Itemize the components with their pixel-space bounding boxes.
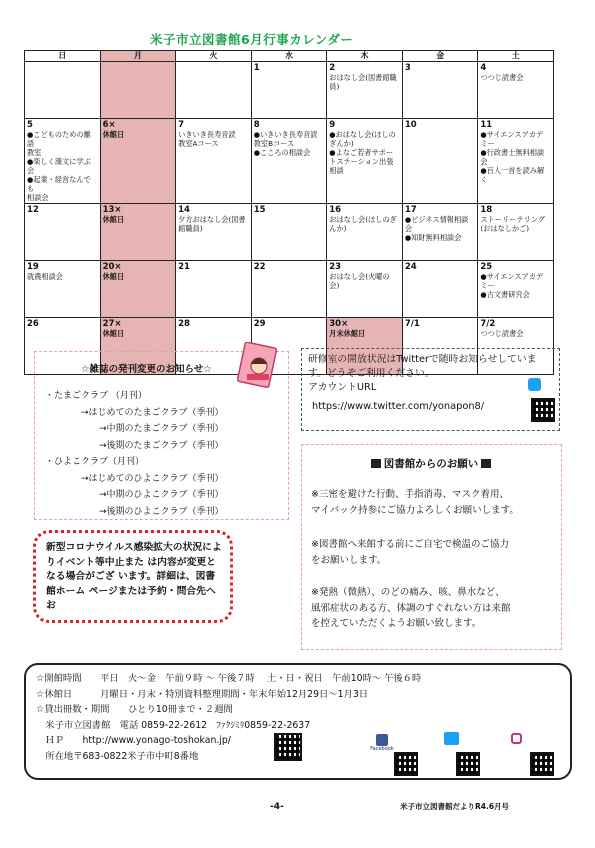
newsletter-issue: 米子市立図書館だよりR4.6月号 xyxy=(400,802,510,811)
calendar-day: 27× 休館日 xyxy=(100,318,176,375)
calendar-day xyxy=(100,62,176,119)
magazine-list xyxy=(45,388,224,520)
calendar-day: 3 xyxy=(402,62,478,119)
weekday-sat: 土 xyxy=(478,51,554,62)
list-item: →中期のひよこクラブ（季刊） xyxy=(45,490,224,500)
request-paragraph: ※発熱（微熱）、のどの痛み、咳、鼻水など、 風邪症状のある方、体調のすぐれない方は来館 を控えていただくようお願い致します。 xyxy=(311,587,511,629)
library-info-box xyxy=(24,663,572,780)
qr-code-icon xyxy=(274,733,302,761)
twitter-account-label: アカウントURL xyxy=(308,382,377,393)
calendar-day: 20× 休館日 xyxy=(100,261,176,318)
magazine-notice-heading: ☆雑誌の発刊変更のお知らせ☆ xyxy=(81,364,212,375)
calendar-day: 15 xyxy=(251,204,327,261)
calendar-day: 23 おはなし会(火曜の 会) xyxy=(327,261,403,318)
calendar-day: 12 xyxy=(25,204,101,261)
facebook-icon xyxy=(376,734,388,746)
calendar-day: 21 xyxy=(176,261,252,318)
calendar-day: 5 ●こどものための離語 教室 ●楽しく漢文に学ぶ会 ●起業・経営なんでも 相談会 xyxy=(25,119,101,204)
list-item: →後期のひよこクラブ（季刊） xyxy=(45,506,224,517)
weekday-sun: 日 xyxy=(25,51,101,62)
calendar-day: 2 おはなし会(図書館職 員) xyxy=(327,62,403,119)
library-request-box xyxy=(301,444,562,650)
weekday-header-row xyxy=(25,51,554,62)
magazine-illustration-icon xyxy=(237,342,279,388)
request-heading: 図書館からのお願い xyxy=(346,456,516,471)
calendar-week xyxy=(25,261,554,318)
calendar-day: 11 ●サイエンスアカデ ミー ●行政書士無料相談会 ●百人一首を読み解く xyxy=(478,119,554,204)
calendar-day: 6× 休館日 xyxy=(100,119,176,204)
list-item: →はじめてのたまごクラブ（季刊） xyxy=(45,407,224,418)
facebook-label: Facebook xyxy=(370,746,394,752)
calendar-day: 7 いきいき長寿音読 教室Aコース xyxy=(176,119,252,204)
weekday-wed: 水 xyxy=(251,51,327,62)
opening-hours: ☆開館時間 平日 火～金 午前９時 ～ 午後７時 土・日・祝日 午前10時～ 午後６時 xyxy=(36,673,422,684)
request-paragraph: ※図書館へ来館する前にご自宅で検温のご協力 をお願いします。 xyxy=(311,539,509,566)
calendar-day: 7/2 つつじ読書会 xyxy=(478,318,554,375)
flag-icon xyxy=(481,459,491,468)
calendar-day: 26 xyxy=(25,318,101,375)
calendar-week xyxy=(25,119,554,204)
contact-phone: 米子市立図書館 電話 0859-22-2612 ﾌｧｸｼﾐﾘ0859-22-2637 xyxy=(36,719,311,731)
request-paragraph: ※三密を避けた行動、手指消毒、マスク着用、 マイバック持参にご協力よろしくお願いします。 xyxy=(311,489,519,516)
calendar-day: 18 ストーリーテリング (おはなしかご) xyxy=(478,204,554,261)
calendar-day: 22 xyxy=(251,261,327,318)
instagram-icon xyxy=(511,733,522,744)
calendar-week xyxy=(25,204,554,261)
list-item: →はじめてのひよこクラブ（季刊） xyxy=(45,473,224,484)
twitter-icon xyxy=(528,378,541,391)
flag-icon xyxy=(371,459,381,468)
qr-code-icon xyxy=(394,752,418,776)
calendar-day: 4 つつじ読書会 xyxy=(478,62,554,119)
calendar-day: 14 夕方おはなし会(図書 館職員) xyxy=(176,204,252,261)
calendar-day: 1 xyxy=(251,62,327,119)
calendar-day: 13× 休館日 xyxy=(100,204,176,261)
calendar-day: 25 ●サイエンスアカデ ミー ●古文書研究会 xyxy=(478,261,554,318)
list-item: ・ひよこクラブ（月刊） xyxy=(45,457,145,467)
list-item: →後期のたまごクラブ（季刊） xyxy=(45,440,224,451)
calendar-day: 10 xyxy=(402,119,478,204)
address: 所在地〒683-0822米子市中町8番地 xyxy=(36,750,199,762)
calendar-title: 米子市立図書館6月行事カレンダー xyxy=(150,32,354,47)
homepage-link[interactable]: ＨＰ http://www.yonago-toshokan.jp/ xyxy=(36,735,231,747)
qr-code-icon xyxy=(456,752,480,776)
page-number: -4- xyxy=(270,802,284,812)
calendar-day: 19 就農相談会 xyxy=(25,261,101,318)
qr-code-icon xyxy=(531,398,555,422)
weekday-thu: 木 xyxy=(327,51,403,62)
twitter-url-link[interactable]: https://www.twitter.com/yonapon8/ xyxy=(312,401,485,412)
calendar-day: 17 ●ビジネス情報相談 会 ●知財無料相談会 xyxy=(402,204,478,261)
calendar-day: 7/1 xyxy=(402,318,478,375)
calendar-day: 28 xyxy=(176,318,252,375)
calendar-day xyxy=(176,62,252,119)
closed-days: ☆休館日 月曜日・月末・特別資料整理期間・年末年始12月29日～1月3日 xyxy=(36,688,369,700)
twitter-notice-text: 研修室の開放状況はTwitterで随時お知らせしています。どうぞご利用ください。 xyxy=(308,354,537,379)
calendar-week xyxy=(25,62,554,119)
weekday-tue: 火 xyxy=(176,51,252,62)
twitter-notice-box xyxy=(301,348,560,431)
qr-code-icon xyxy=(530,752,554,776)
calendar-day: 8 ●いきいき長寿音読 教室Bコース ●こころの相談会 xyxy=(251,119,327,204)
calendar-day: 9 ●おはなし会(ほしの ぎんか) ●よなご若者サポー トステーション出張 相談 xyxy=(327,119,403,204)
calendar-day: 16 おはなし会(ほしのぎ んか) xyxy=(327,204,403,261)
weekday-fri: 金 xyxy=(402,51,478,62)
twitter-icon xyxy=(444,732,459,745)
corona-notice: 新型コロナウイルス感染拡大の状況によりイベント等中止また は内容が変更となる場合がござ います。詳細は、図書館ホーム ページまたは予約・問合先へお xyxy=(33,530,233,623)
list-item: →中期のたまごクラブ（季刊） xyxy=(45,424,224,434)
calendar-day: 29 xyxy=(251,318,327,375)
event-calendar xyxy=(24,50,554,375)
weekday-mon: 月 xyxy=(100,51,176,62)
list-item: ・たまごクラブ （月刊） xyxy=(45,391,147,401)
calendar-day: 24 xyxy=(402,261,478,318)
calendar-day xyxy=(25,62,101,119)
loan-limit: ☆貸出冊数・期間 ひとり10冊まで・２週間 xyxy=(36,704,233,716)
calendar-day: 30× 月末休館日 xyxy=(327,318,403,375)
